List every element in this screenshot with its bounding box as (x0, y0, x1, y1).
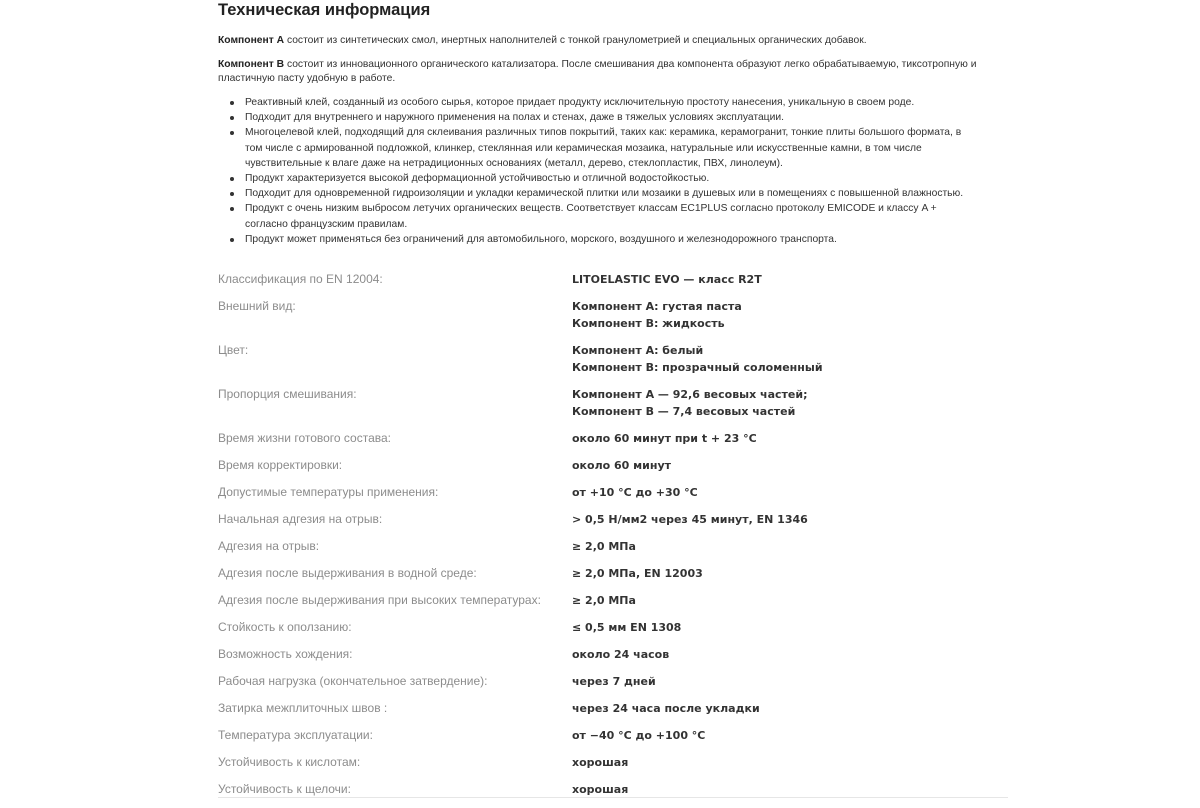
intro-text: состоит из синтетических смол, инертных наполнителей с тонкой гранулометрией и специальных органических добавок. (284, 35, 867, 46)
feature-item: Подходит для внутреннего и наружного применения на полах и стенах, даже в тяжелых условиях эксплуатации. (245, 110, 978, 125)
spec-value (572, 646, 988, 663)
feature-item: Подходит для одновременной гидроизоляции и укладки керамической плитки или мозаики в душевых или в помещениях с повышенной влажностью. (245, 186, 978, 201)
spec-value-line: Компонент А: густая паста (572, 300, 742, 313)
spec-value-line: Компонент А — 92,6 весовых частей; (572, 388, 808, 401)
spec-value-line: около 60 минут при t + 23 °С (572, 432, 757, 445)
spec-value-line: Компонент В: прозрачный соломенный (572, 361, 823, 374)
feature-item: Продукт с очень низким выбросом летучих органических веществ. Соответствует классам EC1PLUS согласно протоколу EMICODE и классу A + согласно французским правилам. (245, 201, 978, 231)
features-list (218, 95, 978, 247)
spec-value-line: LITOELASTIC EVO — класс R2T (572, 273, 762, 286)
spec-label: Температура эксплуатации: (218, 728, 373, 742)
feature-item: Реактивный клей, созданный из особого сырья, которое придает продукту исключительную простоту нанесения, уникальную в своем роде. (245, 95, 978, 110)
spec-value (572, 271, 988, 288)
spec-label: Классификация по EN 12004: (218, 272, 383, 286)
spec-value-line: ≥ 2,0 МПа, EN 12003 (572, 567, 703, 580)
feature-item: Продукт характеризуется высокой деформационной устойчивостью и отличной водостойкостью. (245, 171, 978, 186)
spec-value (572, 484, 988, 501)
spec-value (572, 592, 988, 609)
spec-row (218, 592, 988, 609)
spec-value (572, 700, 988, 717)
spec-row (218, 511, 988, 528)
feature-item: Многоцелевой клей, подходящий для склеивания различных типов покрытий, таких как: керамика, керамогранит, тонкие плиты большого формата, в том числе с армированной подложкой, клинкер, стеклянная или керамическая мозаика, натуральные или искусственные камни, в том числе чувствительные к влаге даже на нетрадиционных основаниях (металл, дерево, стеклопластик, ПВХ, линолеум). (245, 125, 978, 171)
spec-label: Цвет: (218, 343, 249, 357)
spec-label: Время жизни готового состава: (218, 431, 392, 445)
spec-row (218, 484, 988, 501)
spec-row (218, 781, 988, 798)
spec-row (218, 298, 988, 332)
spec-label: Адгезия после выдерживания при высоких температурах: (218, 593, 541, 607)
intro-component-b (218, 58, 978, 87)
spec-value-line: ≤ 0,5 мм EN 1308 (572, 621, 682, 634)
spec-label: Затирка межплиточных швов : (218, 701, 388, 715)
spec-value-line: Компонент В — 7,4 весовых частей (572, 405, 796, 418)
spec-value (572, 457, 988, 474)
spec-value (572, 511, 988, 528)
spec-row (218, 430, 988, 447)
spec-value-line: > 0,5 Н/мм2 через 45 минут, EN 1346 (572, 513, 808, 526)
spec-value (572, 619, 988, 636)
spec-value (572, 565, 988, 582)
spec-label: Пропорция смешивания: (218, 387, 357, 401)
spec-value (572, 298, 988, 332)
spec-label: Время корректировки: (218, 458, 343, 472)
intro-block (218, 34, 978, 96)
spec-value (572, 538, 988, 555)
spec-value-line: ≥ 2,0 МПа (572, 594, 636, 607)
spec-label: Внешний вид: (218, 299, 296, 313)
spec-label: Возможность хождения: (218, 647, 353, 661)
spec-row (218, 727, 988, 744)
spec-value-line: около 24 часов (572, 648, 670, 661)
intro-label: Компонент В (218, 58, 285, 70)
spec-value-line: хорошая (572, 756, 629, 769)
spec-label: Допустимые температуры применения: (218, 485, 439, 499)
spec-value (572, 673, 988, 690)
spec-row (218, 457, 988, 474)
spec-value (572, 781, 988, 798)
spec-value-line: от +10 °С до +30 °С (572, 486, 698, 499)
intro-label: Компонент А (218, 35, 285, 46)
intro-component-a (218, 34, 978, 49)
spec-value (572, 342, 988, 376)
spec-label: Адгезия после выдерживания в водной среде: (218, 566, 477, 580)
intro-text: состоит из инновационного органического катализатора. После смешивания два компонента образуют легко обрабатываемую, тиксотропную и пластичную пасту удобную в работе. (218, 58, 977, 84)
spec-value (572, 754, 988, 771)
spec-row (218, 386, 988, 420)
spec-row (218, 646, 988, 663)
spec-label: Адгезия на отрыв: (218, 539, 320, 553)
spec-row (218, 619, 988, 636)
spec-label: Устойчивость к кислотам: (218, 755, 361, 769)
spec-row (218, 754, 988, 771)
spec-value-line: от −40 °С до +100 °С (572, 729, 706, 742)
spec-row (218, 700, 988, 717)
spec-row (218, 565, 988, 582)
spec-label: Стойкость к оползанию: (218, 620, 352, 634)
spec-value (572, 430, 988, 447)
spec-value-line: Компонент А: белый (572, 344, 704, 357)
spec-label: Рабочая нагрузка (окончательное затвердение): (218, 674, 488, 688)
spec-value (572, 727, 988, 744)
spec-label: Начальная адгезия на отрыв: (218, 512, 383, 526)
spec-value-line: ≥ 2,0 МПа (572, 540, 636, 553)
spec-value-line: Компонент В: жидкость (572, 317, 725, 330)
specs-table (218, 271, 988, 808)
bottom-divider (218, 797, 1008, 798)
spec-row (218, 673, 988, 690)
feature-item: Продукт может применяться без ограничений для автомобильного, морского, воздушного и железнодорожного транспорта. (245, 232, 978, 247)
spec-row (218, 538, 988, 555)
spec-value-line: хорошая (572, 783, 629, 796)
spec-value-line: через 7 дней (572, 675, 656, 688)
section-title: Техническая информация (218, 1, 431, 19)
spec-value-line: через 24 часа после укладки (572, 702, 760, 715)
spec-label: Устойчивость к щелочи: (218, 782, 351, 796)
spec-row (218, 271, 988, 288)
spec-value-line: около 60 минут (572, 459, 672, 472)
spec-value (572, 386, 988, 420)
spec-row (218, 342, 988, 376)
